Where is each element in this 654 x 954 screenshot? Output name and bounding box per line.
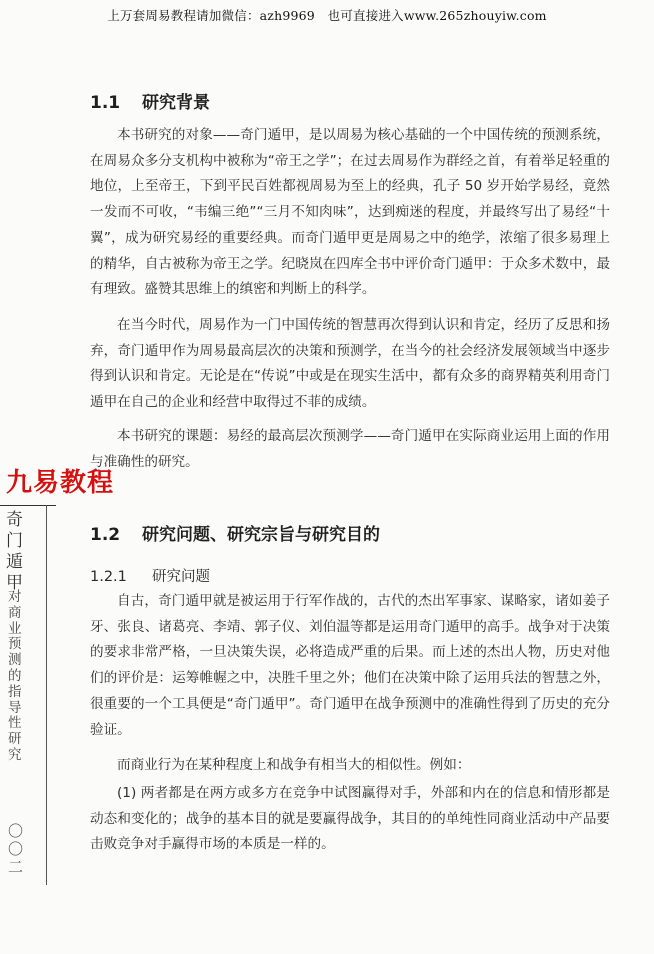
- paragraph-background-3: 本书研究的课题：易经的最高层次预测学——奇门遁甲在实际商业运用上面的作用与准确性的研究。: [90, 428, 610, 470]
- sidebar-divider: [0, 505, 56, 506]
- paragraph-problem-2: 而商业行为在某种程度上和战争有相当大的相似性。例如：: [117, 757, 471, 773]
- section-title: 研究问题、研究宗旨与研究目的: [142, 525, 380, 545]
- sidebar-vertical-rule: [46, 505, 47, 885]
- subsection-number: 1.2.1: [90, 569, 127, 585]
- section-number: 1.1: [90, 93, 121, 113]
- paragraph-background-1: 本书研究的对象——奇门遁甲，是以周易为核心基础的一个中国传统的预测系统，在周易众多分支机构中被称为“帝王之学”；在过去周易作为群经之首，有着举足轻重的地位，上至帝王，下到平民百姓都视周易为至上的经典，孔子 50 岁开始学易经，竟然一发而不可收，“韦编三绝”“三月不知肉味”，达到痴迷的程度，并最终写出了易经“十翼”，成为研究易经的重要经典。而奇门遁甲更是周易之中的绝学，浓缩了很多易理上的精华，自古被称为帝王之学。纪晓岚在四库全书中评价奇门遁甲：于众多术数中，最有理致。盛赞其思维上的缜密和判断上的科学。: [90, 127, 610, 298]
- section-number: 1.2: [90, 525, 121, 545]
- page-number: 〇〇二: [8, 822, 24, 876]
- watermark-banner: 上万套周易教程请加微信：azh9969 也可直接进入www.265zhouyiw.com: [107, 8, 547, 23]
- brand-logo-text: 九易教程: [6, 468, 115, 498]
- paragraph-background-2: 在当今时代，周易作为一门中国传统的智慧再次得到认识和肯定，经历了反思和扬弃，奇门遁甲作为周易最高层次的决策和预测学，在当今的社会经济发展领域当中逐步得到认识和肯定。无论是在“传说”中或是在现实生活中，都有众多的商界精英利用奇门遁甲在自己的企业和经营中取得过不菲的成绩。: [90, 317, 610, 411]
- sidebar-book-subtitle: 对商业预测的指导性研究: [8, 589, 22, 763]
- paragraph-problem-1: 自古，奇门遁甲就是被运用于行军作战的，古代的杰出军事家、谋略家，诸如姜子牙、张良、诸葛亮、李靖、郭子仪、刘伯温等都是运用奇门遁甲的高手。战争对于决策的要求非常严格，一旦决策失误，必将造成严重的后果。而上述的杰出人物，历史对他们的评价是：运筹帷幄之中，决胜千里之外；他们在决策中除了运用兵法的智慧之外，很重要的一个工具便是“奇门遁甲”。奇门遁甲在战争预测中的准确性得到了历史的充分验证。: [90, 593, 610, 738]
- section-heading-1-2: [90, 520, 380, 545]
- paragraph-problem-3: (1) 两者都是在两方或多方在竞争中试图赢得对手，外部和内在的信息和情形都是动态和变化的；战争的基本目的就是要赢得战争，其目的的单纯性同商业活动中产品要击败竞争对手赢得市场的本质是一样的。: [90, 785, 610, 853]
- section-heading-1-1: [90, 88, 210, 113]
- subsection-title: 研究问题: [152, 569, 210, 585]
- subsection-heading-1-2-1: [90, 565, 210, 586]
- sidebar-chapter-title: 奇门遁甲: [6, 510, 23, 593]
- section-title: 研究背景: [142, 93, 210, 113]
